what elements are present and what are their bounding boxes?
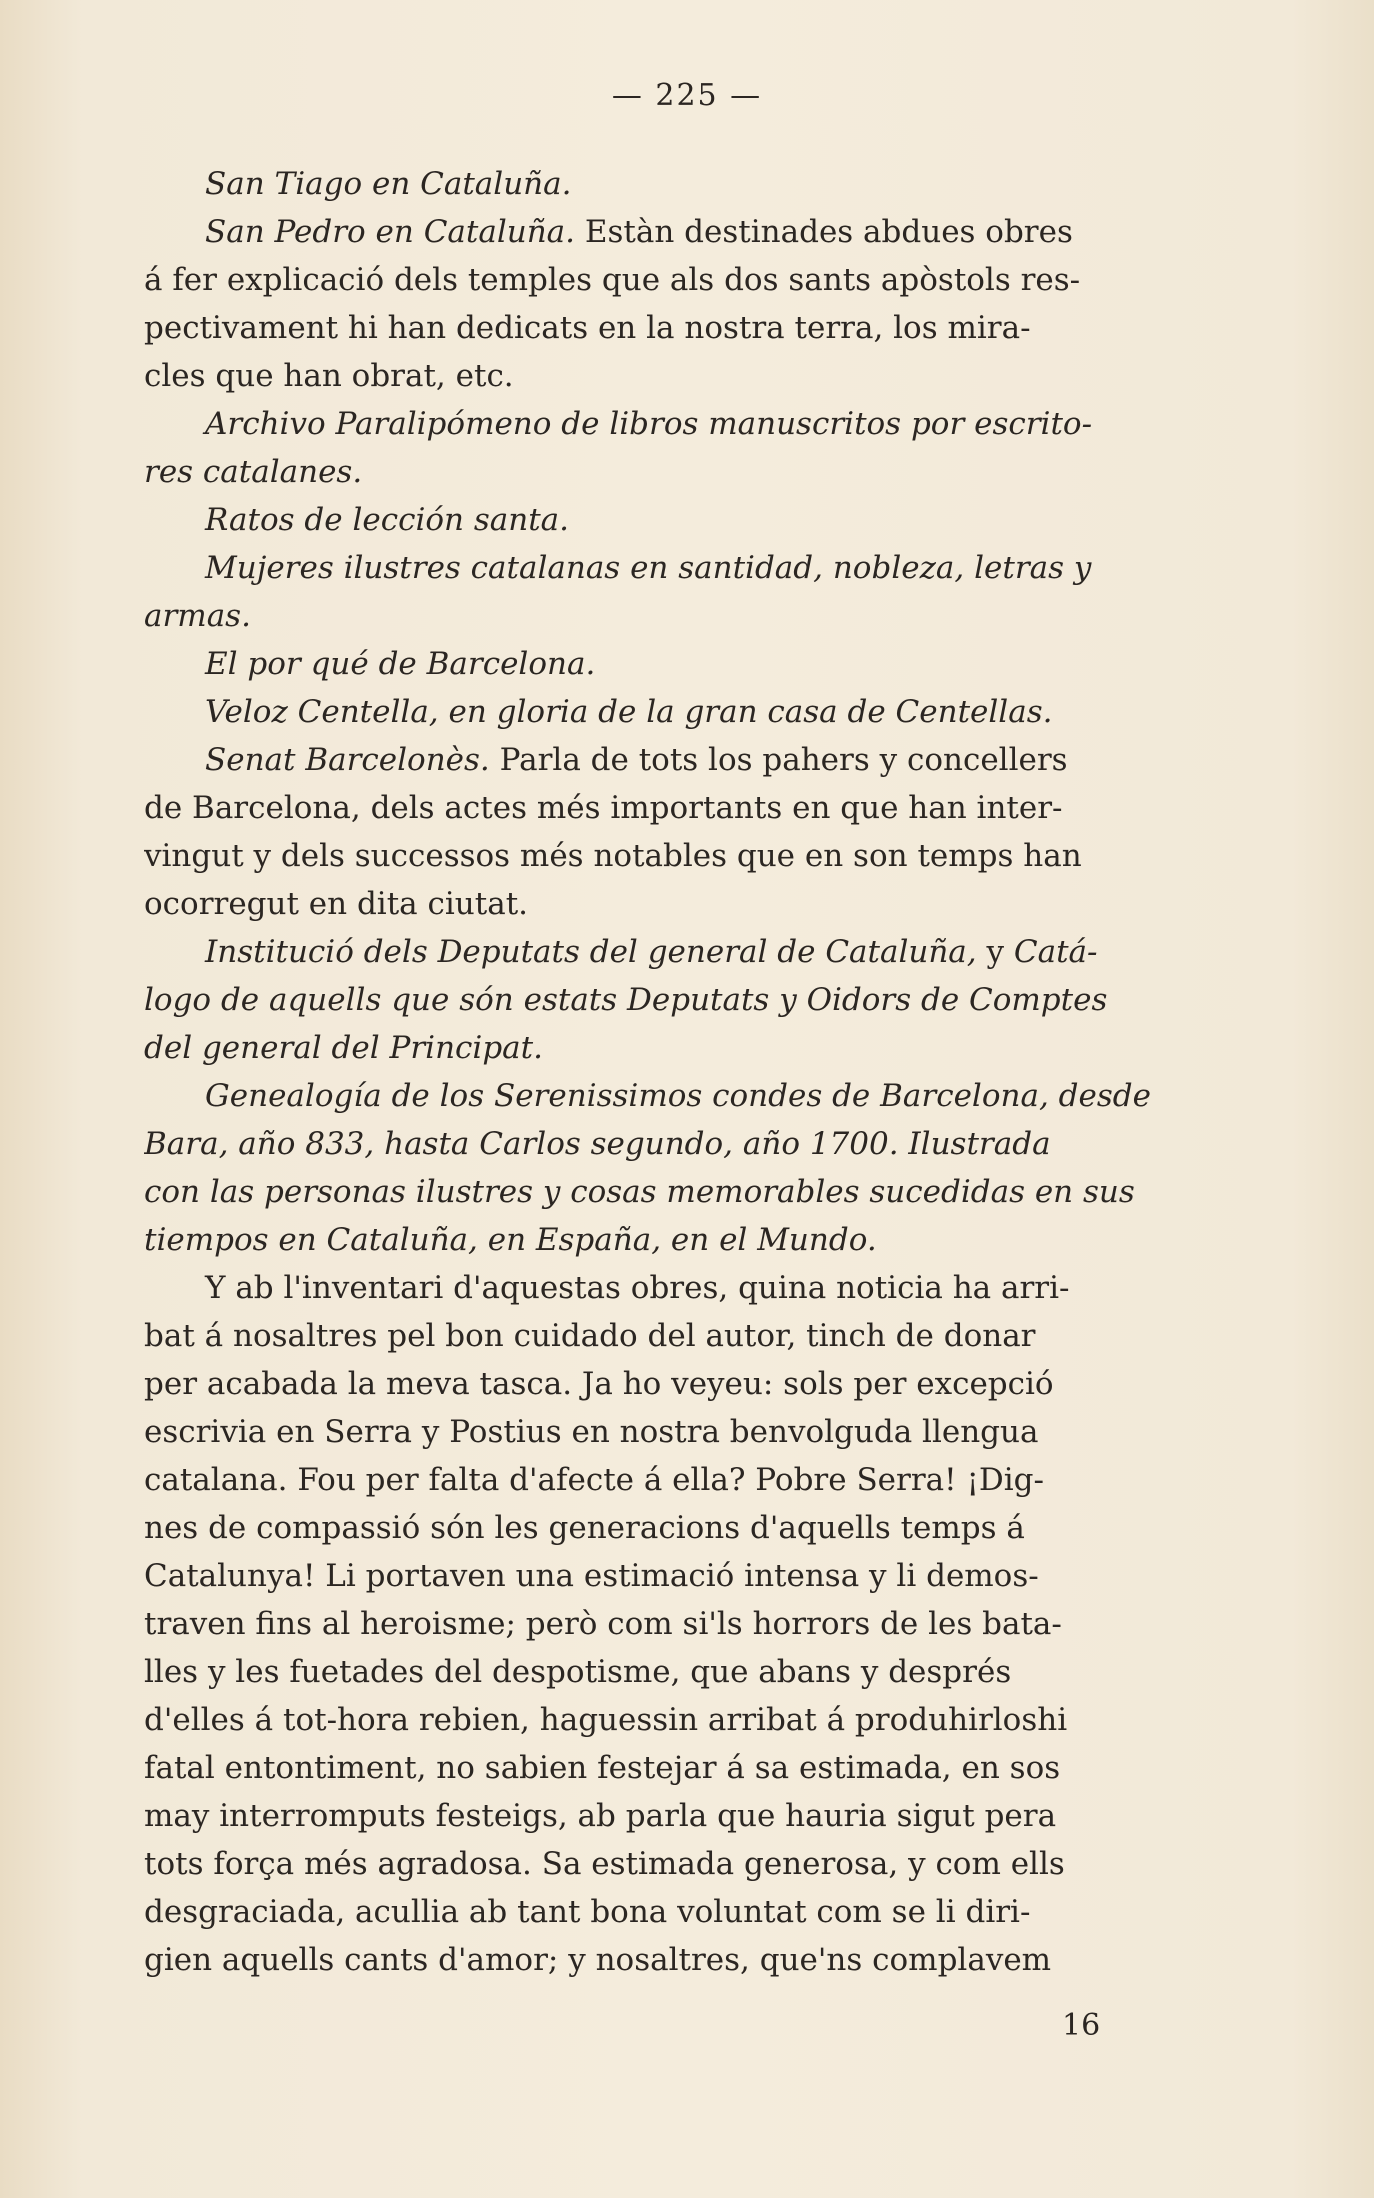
body-text-span: Parla de tots los pahers y concellers (489, 742, 1068, 778)
text-line (144, 1888, 1214, 1936)
italic-title-text: Archivo Paralipómeno de libros manuscritos por escrito- (205, 406, 1093, 442)
text-line (144, 1264, 1214, 1312)
body-text-span: lles y les fuetades del despotisme, que abans y després (144, 1654, 1012, 1690)
text-line (144, 208, 1214, 256)
body-text-span: bat á nosaltres pel bon cuidado del autor, tinch de donar (144, 1318, 1036, 1354)
text-line (144, 928, 1214, 976)
body-text-span: tots força més agradosa. Sa estimada generosa, y com ells (144, 1846, 1065, 1882)
body-text-span: catalana. Fou per falta d'afecte á ella? Pobre Serra! ¡Dig- (144, 1462, 1044, 1498)
text-line (144, 496, 1214, 544)
signature-mark: 16 (1062, 2008, 1101, 2043)
italic-title-text: logo de aquells que són estats Deputats y Oidors de Comptes (144, 982, 1108, 1018)
italic-title-text: tiempos en Cataluña, en España, en el Mundo. (144, 1222, 877, 1258)
body-text-span: Y ab l'inventari d'aquestas obres, quina noticia ha arri- (205, 1270, 1070, 1306)
body-text-span: Estàn destinades abdues obres (575, 214, 1073, 250)
body-text-span: vingut y dels successos més notables que en son temps han (144, 838, 1082, 874)
text-line (144, 1456, 1214, 1504)
text-line (144, 1840, 1214, 1888)
text-line (144, 1024, 1214, 1072)
text-line (144, 976, 1214, 1024)
italic-title-text: Catá- (1013, 934, 1098, 970)
body-text-span: cles que han obrat, etc. (144, 358, 514, 394)
text-line (144, 1744, 1214, 1792)
text-line (144, 304, 1214, 352)
text-line (144, 832, 1214, 880)
body-text-span: traven fins al heroisme; però com si'ls horrors de les bata- (144, 1606, 1062, 1642)
text-line (144, 448, 1214, 496)
text-line (144, 640, 1214, 688)
text-line (144, 1792, 1214, 1840)
body-text-span: Catalunya! Li portaven una estimació intensa y li demos- (144, 1558, 1039, 1594)
text-line (144, 736, 1214, 784)
italic-title-text: Bara, año 833, hasta Carlos segundo, año 1700. Ilustrada (144, 1126, 1051, 1162)
text-line (144, 1600, 1214, 1648)
body-text-span: pectivament hi han dedicats en la nostra terra, los mira- (144, 310, 1031, 346)
text-line (144, 352, 1214, 400)
italic-title-text: El por qué de Barcelona. (205, 646, 596, 682)
italic-title-text: Institució dels Deputats del general de Cataluña, (205, 934, 977, 970)
body-text-span: d'elles á tot-hora rebien, haguessin arribat á produhirloshi (144, 1702, 1068, 1738)
italic-title-text: San Tiago en Cataluña. (205, 166, 572, 202)
text-line (144, 880, 1214, 928)
italic-title-text: Senat Barcelonès. (205, 742, 490, 778)
body-text-span: nes de compassió són les generacions d'aquells temps á (144, 1510, 1025, 1546)
italic-title-text: res catalanes. (144, 454, 363, 490)
text-line (144, 1360, 1214, 1408)
text-line (144, 400, 1214, 448)
text-line (144, 688, 1214, 736)
body-text-span: ocorregut en dita ciutat. (144, 886, 529, 922)
body-text-span: á fer explicació dels temples que als dos sants apòstols res- (144, 262, 1081, 298)
text-line (144, 1696, 1214, 1744)
text-line (144, 1312, 1214, 1360)
italic-title-text: Veloz Centella, en gloria de la gran casa de Centellas. (205, 694, 1053, 730)
text-line (144, 256, 1214, 304)
body-text-span: de Barcelona, dels actes més importants en que han inter- (144, 790, 1063, 826)
body-text-span: gien aquells cants d'amor; y nosaltres, que'ns complavem (144, 1942, 1052, 1978)
body-text-span: may interromputs festeigs, ab parla que hauria sigut pera (144, 1798, 1057, 1834)
text-line (144, 1216, 1214, 1264)
italic-title-text: armas. (144, 598, 251, 634)
text-line (144, 160, 1214, 208)
italic-title-text: Ratos de lección santa. (205, 502, 569, 538)
italic-title-text: Mujeres ilustres catalanas en santidad, nobleza, letras y (205, 550, 1092, 586)
body-text-span: per acabada la meva tasca. Ja ho veyeu: sols per excepció (144, 1366, 1054, 1402)
italic-title-text: con las personas ilustres y cosas memorables sucedidas en sus (144, 1174, 1135, 1210)
italic-title-text: del general del Principat. (144, 1030, 543, 1066)
italic-title-text: Genealogía de los Serenissimos condes de Barcelona, desde (205, 1078, 1151, 1114)
text-line (144, 544, 1214, 592)
body-text (144, 160, 1214, 1984)
text-line (144, 1408, 1214, 1456)
text-line (144, 1168, 1214, 1216)
text-line (144, 784, 1214, 832)
body-text-span: desgraciada, acullia ab tant bona voluntat com se li diri- (144, 1894, 1031, 1930)
text-line (144, 1120, 1214, 1168)
text-line (144, 592, 1214, 640)
page-number-header: — 225 — (611, 78, 763, 113)
italic-title-text: San Pedro en Cataluña. (205, 214, 576, 250)
body-text-span: escrivia en Serra y Postius en nostra benvolguda llengua (144, 1414, 1039, 1450)
body-text-span: y (976, 934, 1014, 970)
text-line (144, 1936, 1214, 1984)
text-line (144, 1648, 1214, 1696)
body-text-span: fatal entontiment, no sabien festejar á sa estimada, en sos (144, 1750, 1061, 1786)
text-line (144, 1072, 1214, 1120)
text-line (144, 1552, 1214, 1600)
text-line (144, 1504, 1214, 1552)
